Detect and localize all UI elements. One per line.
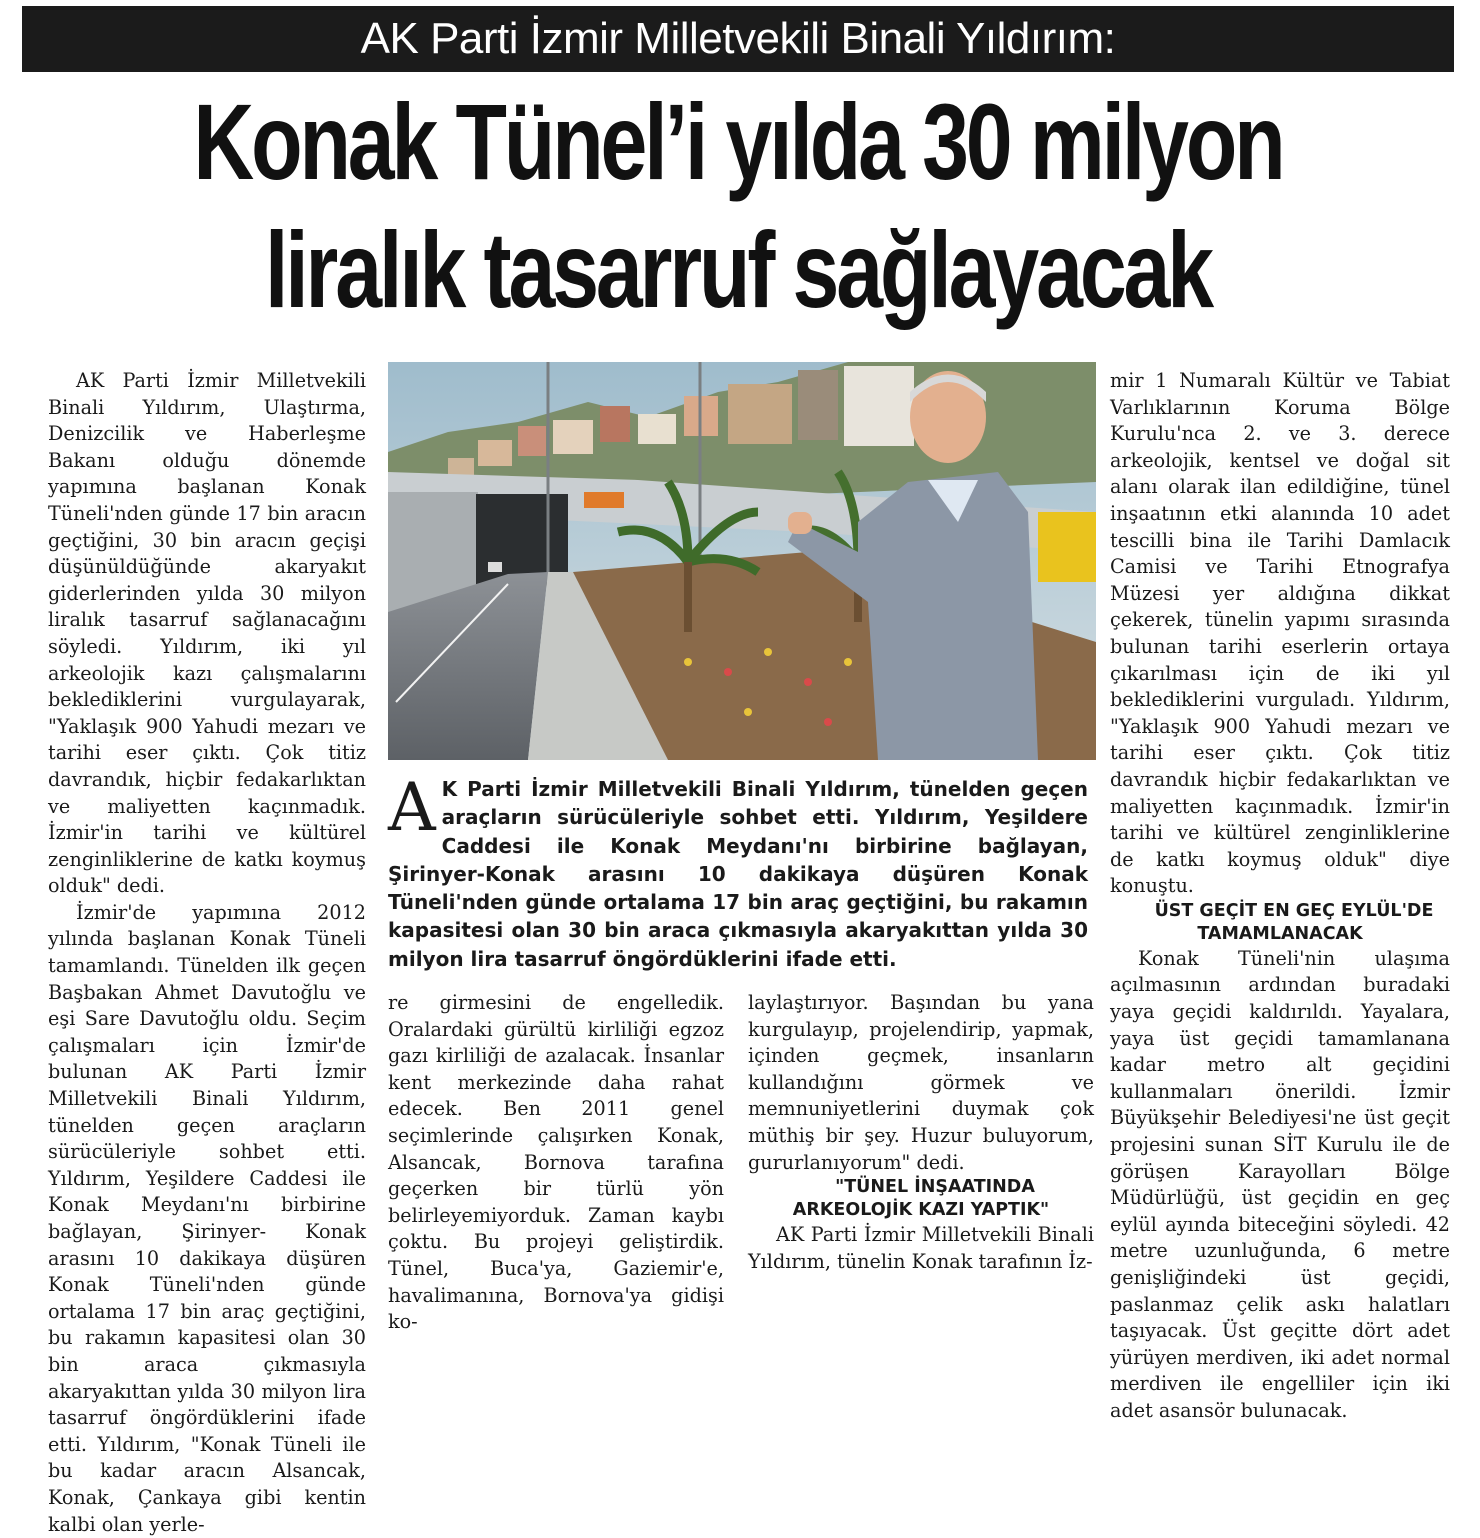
lead-paragraph — [388, 769, 1088, 973]
column-3-paragraph-1: laylaştırıyor. Başından bu yana kurgulayıp, projelendirip, yapmak, içinden geçmek, insanların kullandığını görmek ve memnuniyetlerini duymak çok müthiş bir şey. Huzur buluyorum, gururlanıyorum" dedi. — [748, 991, 1094, 1174]
article-photo — [388, 362, 1096, 760]
yellow-car — [1038, 512, 1096, 582]
tunnel-photo-illustration — [388, 362, 1096, 760]
column-1-paragraph-2: İzmir'de yapımına 2012 yılında başlanan Konak Tüneli tamamlandı. Tünelden ilk geçen Başbakan Ahmet Davutoğlu ve eşi Sare Davutoğlu oldu. Seçim çalışmaları için İzmir'de bulunan AK Parti İzmir Milletvekili Binali Yıldırım, tünelden geçen araçların sürücüleriyle sohbet etti. Yıldırım, Yeşildere Caddesi ile Konak Meydanı'nı birbirine bağlayan, Şirinyer- Konak arasını 10 dakikaya düşüren Konak Tüneli'nden günde ortalama 17 bin araç geçtiğini, bu rakamın kapasitesi olan 30 bin araca çıkmasıyla akaryakıttan yılda 30 milyon lira tasarruf öngördüklerini ifade etti. Yıldırım, "Konak Tüneli ile bu kadar aracın Alsancak, Konak, Çankaya gibi kentin kalbi olan yerle- — [48, 900, 366, 1536]
column-4-paragraph-1: mir 1 Numaralı Kültür ve Tabiat Varlıklarının Koruma Bölge Kurulu'nca 2. ve 3. derece arkeolojik, kentsel ve doğal sit alanı olarak ilan edildiğine, tünel inşaatının etki alanında 10 adet tescilli bina ile Tarihi Damlacık Camisi ve Tarihi Etnografya Müzesi yer aldığına dikkat çekerek, tünelin yapımı sırasında bulunan tarihi eserlerin ortaya çıkarılması için de iki yıl beklediklerini vurguladı. Yıldırım, "Yaklaşık 900 Yahudi mezarı ve tarihi eser çıktı. Çok titiz davrandık hiçbir fedakarlıktan ve maliyetten kaçınmadık. İzmir'in tarihi ve kültürel zenginliklerine de katkı koymuş olduk" diye konuştu. — [1110, 369, 1450, 898]
distant-car — [488, 562, 502, 572]
lead-text: K Parti İzmir Milletvekili Binali Yıldırım, tünelden geçen araçların sürücüleriyle sohbet etti. Yıldırım, Yeşildere Caddesi ile Konak Meydanı'nı birbirine bağlayan, Şirinyer-Konak arasını 10 dakikaya düşüren Konak Tüneli'nden günde ortalama 17 bin araç geçtiğini, bu rakamın kapasitesi olan 30 bin araca çıkmasıyla akaryakıttan yılda 30 milyon lira tasarruf öngördüklerini ifade etti. — [388, 777, 1088, 971]
headline-line-2: liralık tasarruf sağlayacak — [264, 209, 1212, 330]
column-1 — [48, 368, 366, 1538]
column-3 — [748, 990, 1094, 1275]
column-4-paragraph-2: Konak Tüneli'nin ulaşıma açılmasının ardından buradaki yaya geçidi kaldırıldı. Yayalara, yaya üst geçidi tamamlanana kadar metro alt geçidini kullanmaları önerildi. İzmir Büyükşehir Belediyesi'ne üst geçit projesini sunan SİT Kurulu ile de görüşen Karayolları Bölge Müdürlüğü, üst geçidin en geç eylül ayında biteceğini söyledi. 42 metre uzunluğunda, 6 metre genişliğindeki üst geçidi, paslanmaz çelik askı halatları taşıyacak. Üst geçitte dört adet yürüyen merdiven, iki adet normal merdiven ile engelliler için iki adet asansör bulunacak. — [1110, 946, 1450, 1422]
headline-line-1: Konak Tünel’i yılda 30 milyon — [193, 81, 1283, 202]
column-2-paragraph-1: re girmesini de engelledik. Oralardaki gürültü kirliliği egzoz gazı kirliliği de azalacak. İnsanlar kent merkezinde daha rahat edecek. Ben 2011 genel seçimlerinde çalışırken Konak, Alsancak, Bornova tarafına geçerken bir türlü yön belirleyemiyorduk. Zaman kaybı çoktu. Bu projeyi geliştirdik. Tünel, Buca'ya, Gaziemir'e, havalimanına, Bornova'ya gidişi ko- — [388, 991, 724, 1334]
kicker-text: AK Parti İzmir Milletvekili Binali Yıldırım: — [360, 14, 1116, 63]
column-3-subheading: "TÜNEL İNŞAATINDA ARKEOLOJİK KAZI YAPTIK" — [792, 1177, 1050, 1221]
kicker-banner — [22, 6, 1454, 72]
column-1-paragraph-1: AK Parti İzmir Milletvekili Binali Yıldırım, Ulaştırma, Denizcilik ve Haberleşme Bakanı olduğu dönemde yapımına başlanan Konak Tüneli'nden günde 17 bin aracın geçtiğini, 30 bin aracın geçişi düşünüldüğünde akaryakıt giderlerinden yılda 30 milyon liralık tasarruf sağlanacağını söyledi. Yıldırım, iki yıl arkeolojik kazı çalışmalarını beklediklerini vurgulayarak, "Yaklaşık 900 Yahudi mezarı ve tarihi eser çıktı. Çok titiz davrandık, hiçbir fedakarlıktan ve maliyetten kaçınmadık. İzmir'in tarihi ve kültürel zenginliklerine de katkı koymuş olduk" dedi. — [48, 369, 366, 898]
column-4-subheading: ÜST GEÇİT EN GEÇ EYLÜL'DE TAMAMLANACAK — [1154, 900, 1434, 944]
column-4 — [1110, 368, 1450, 1425]
tunnel-sign — [584, 492, 624, 508]
lead-dropcap: A — [388, 769, 436, 846]
headline — [180, 78, 1297, 334]
column-2 — [388, 990, 724, 1336]
column-3-paragraph-2: AK Parti İzmir Milletvekili Binali Yıldırım, tünelin Konak tarafının İz- — [748, 1223, 1094, 1273]
